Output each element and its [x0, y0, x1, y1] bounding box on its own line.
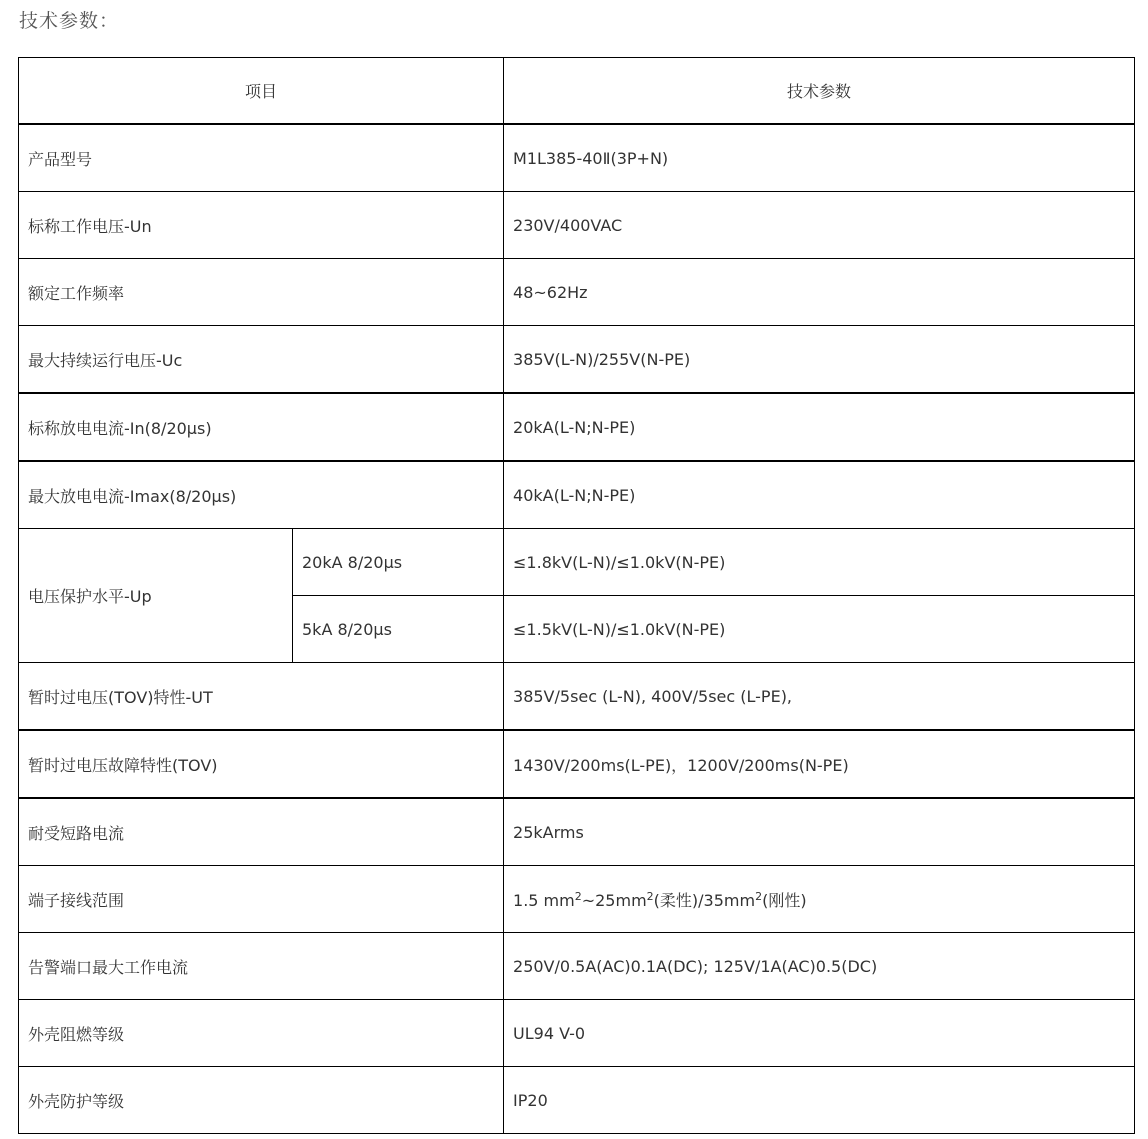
- row-value: 385V(L-N)/255V(N-PE): [504, 326, 1135, 394]
- table-row: [19, 933, 1135, 1000]
- row-label: 告警端口最大工作电流: [19, 933, 504, 1000]
- table-header-row: [19, 58, 1135, 125]
- table-row: [19, 326, 1135, 394]
- table-row: [19, 192, 1135, 259]
- page-heading: 技术参数：: [19, 10, 120, 32]
- up-value: ≤1.5kV(L-N)/≤1.0kV(N-PE): [504, 596, 1135, 663]
- table-row: [19, 259, 1135, 326]
- row-value: 20kA(L-N;N-PE): [504, 393, 1135, 461]
- up-condition: 5kA 8/20μs: [293, 596, 504, 663]
- row-label: 外壳阻燃等级: [19, 1000, 504, 1067]
- spec-table: [18, 57, 1135, 1134]
- terminal-part: (柔性)/35mm: [653, 890, 756, 910]
- terminal-range-value: [504, 866, 1135, 933]
- table-row: [19, 730, 1135, 798]
- terminal-part: 1.5 mm: [513, 890, 575, 910]
- superscript: 2: [755, 889, 763, 903]
- row-label: 标称工作电压-Un: [19, 192, 504, 259]
- up-group-label: 电压保护水平-Up: [19, 529, 293, 663]
- table-row: [19, 529, 1135, 596]
- up-value: ≤1.8kV(L-N)/≤1.0kV(N-PE): [504, 529, 1135, 596]
- row-value: 25kArms: [504, 798, 1135, 866]
- row-value: 385V/5sec (L-N), 400V/5sec (L-PE),: [504, 663, 1135, 731]
- table-row: [19, 663, 1135, 731]
- table-row: [19, 124, 1135, 192]
- table-row: [19, 1000, 1135, 1067]
- row-label: 暂时过电压(TOV)特性-UT: [19, 663, 504, 731]
- row-value: UL94 V-0: [504, 1000, 1135, 1067]
- row-label: 端子接线范围: [19, 866, 504, 933]
- row-value: IP20: [504, 1067, 1135, 1134]
- row-label: 耐受短路电流: [19, 798, 504, 866]
- header-item: 项目: [19, 58, 504, 125]
- terminal-part: ~25mm: [581, 890, 647, 910]
- table-row: [19, 393, 1135, 461]
- table-row: [19, 866, 1135, 933]
- row-label: 最大放电电流-Imax(8/20μs): [19, 461, 504, 529]
- superscript: 2: [646, 889, 654, 903]
- row-value: 230V/400VAC: [504, 192, 1135, 259]
- table-row: [19, 461, 1135, 529]
- row-value: 40kA(L-N;N-PE): [504, 461, 1135, 529]
- header-value: 技术参数: [504, 58, 1135, 125]
- row-label: 外壳防护等级: [19, 1067, 504, 1134]
- row-label: 最大持续运行电压-Uc: [19, 326, 504, 394]
- table-row: [19, 798, 1135, 866]
- row-value: M1L385-40Ⅱ(3P+N): [504, 124, 1135, 192]
- up-condition: 20kA 8/20μs: [293, 529, 504, 596]
- row-label: 标称放电电流-In(8/20μs): [19, 393, 504, 461]
- row-value: 1430V/200ms(L-PE)，1200V/200ms(N-PE): [504, 730, 1135, 798]
- row-label: 额定工作频率: [19, 259, 504, 326]
- row-label: 产品型号: [19, 124, 504, 192]
- superscript: 2: [574, 889, 582, 903]
- row-label: 暂时过电压故障特性(TOV): [19, 730, 504, 798]
- terminal-part: (刚性): [762, 890, 807, 910]
- row-value: 250V/0.5A(AC)0.1A(DC); 125V/1A(AC)0.5(DC): [504, 933, 1135, 1000]
- table-row: [19, 1067, 1135, 1134]
- row-value: 48~62Hz: [504, 259, 1135, 326]
